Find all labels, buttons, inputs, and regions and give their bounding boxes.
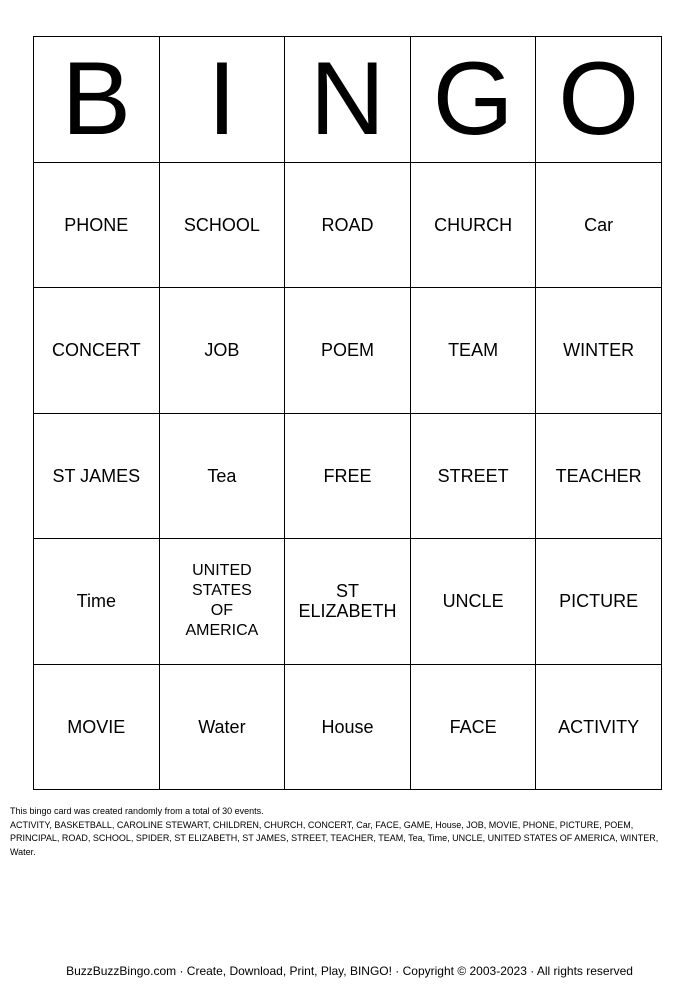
card-cell [536,664,662,790]
cell-text: PICTURE [559,591,639,612]
header-cell-b: B [34,37,160,163]
cell-text: ST ELIZABETH [298,581,397,622]
note-summary: This bingo card was created randomly from a total of 30 events. [10,806,264,816]
card-cell [34,413,160,539]
cell-text: ROAD [321,214,374,235]
card-cell [285,539,411,665]
card-cell [159,539,285,665]
card-cell [159,413,285,539]
cell-text: STREET [437,465,509,486]
cell-text: Tea [207,465,237,486]
card-cell [410,539,536,665]
cell-text: TEAM [448,340,499,361]
card-cell [34,664,160,790]
header-cell-n: N [285,37,411,163]
card-cell [536,413,662,539]
header-cell-i: I [159,37,285,163]
cell-text: SCHOOL [183,214,260,235]
cell-text: FACE [449,716,497,737]
cell-text: Car [584,214,614,235]
card-cell [159,162,285,288]
cell-text: POEM [320,340,374,361]
cell-text: Water [198,716,246,737]
header-cell-g: G [410,37,536,163]
card-cell [159,664,285,790]
card-row [34,413,662,539]
cell-text: MOVIE [67,716,126,737]
cell-text: UNITED STATES OF AMERICA [185,562,259,640]
cell-text: TEACHER [555,465,642,486]
cell-text: ST JAMES [52,465,141,486]
cell-text: House [321,716,374,737]
cell-text: ACTIVITY [558,716,640,737]
cell-text: JOB [204,340,240,361]
free-space-cell [285,413,411,539]
cell-text: PHONE [64,214,129,235]
free-space-text: FREE [323,465,372,486]
card-cell [34,288,160,414]
header-cell-o: O [536,37,662,163]
card-cell [34,539,160,665]
card-cell [410,162,536,288]
card-row [34,664,662,790]
page-footer: BuzzBuzzBingo.com · Create, Download, Print, Play, BINGO! · Copyright © 2003-2023 · All rights reserved [66,964,633,978]
card-cell [285,664,411,790]
card-note [10,805,670,859]
card-row [34,539,662,665]
card-cell [536,288,662,414]
card-cell [285,288,411,414]
cell-text: CHURCH [434,214,513,235]
card-cell [410,288,536,414]
cell-text: WINTER [563,340,635,361]
card-cell [536,162,662,288]
card-cell [410,664,536,790]
card-cell [34,162,160,288]
card-row [34,288,662,414]
header-row [34,37,662,163]
card-cell [159,288,285,414]
card-cell [285,162,411,288]
note-event-list: ACTIVITY, BASKETBALL, CAROLINE STEWART, CHILDREN, CHURCH, CONCERT, Car, FACE, GAME, House, JOB, MOVIE, PHONE, PICTURE, POEM, PRINCIPAL, ROAD, SCHOOL, SPIDER, ST ELIZABETH, ST JAMES, STREET, TEACHER, TEAM, Tea, Time, UNCLE, UNITED STATES OF AMERICA, WINTER, Water. [10,819,659,857]
cell-text: CONCERT [51,340,141,361]
bingo-card [33,36,662,790]
card-row [34,162,662,288]
card-cell [410,413,536,539]
card-cell [536,539,662,665]
cell-text: UNCLE [442,591,504,612]
cell-text: Time [76,591,116,612]
